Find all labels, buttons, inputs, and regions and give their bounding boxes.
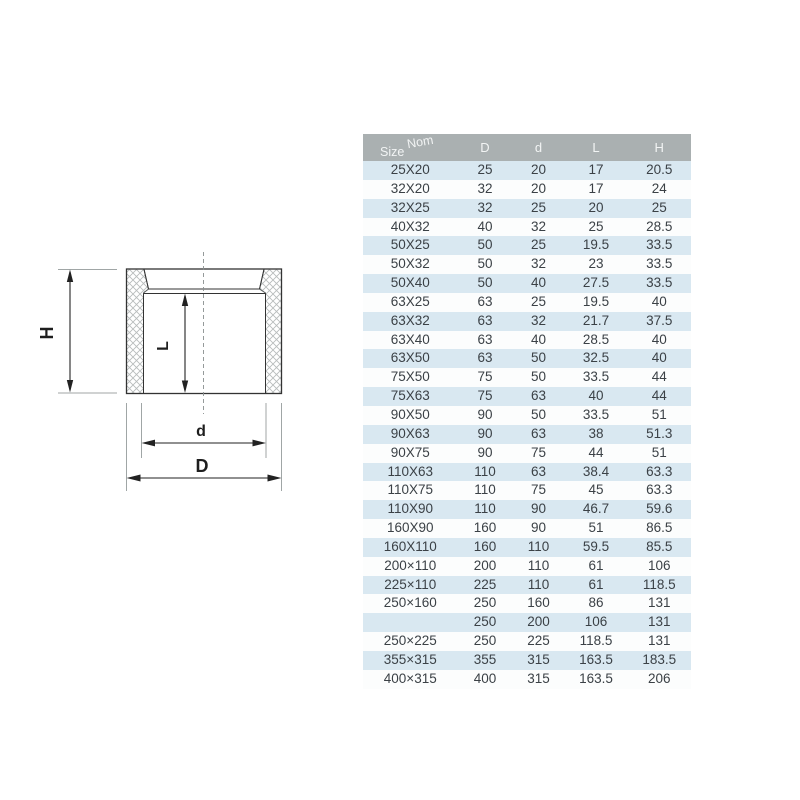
value-cell-d: 90 xyxy=(530,501,547,517)
value-cell-D: 250 xyxy=(473,633,497,649)
size-cell: 50X25 xyxy=(390,237,430,253)
value-cell-L: 46.7 xyxy=(582,501,610,517)
dimension-H xyxy=(37,270,117,394)
value-cell-L: 33.5 xyxy=(582,369,610,385)
table-row xyxy=(363,387,691,406)
value-cell-H: 51 xyxy=(651,444,667,460)
value-cell-L: 38.4 xyxy=(582,463,610,479)
value-cell-D: 40 xyxy=(477,218,493,234)
table-row xyxy=(363,463,691,482)
table-row xyxy=(363,425,691,444)
header-cell-d: d xyxy=(534,140,543,155)
value-cell-D: 63 xyxy=(477,312,493,328)
value-cell-D: 90 xyxy=(477,425,493,441)
size-cell: 25X20 xyxy=(390,162,430,177)
table-row xyxy=(363,199,691,218)
value-cell-H: 33.5 xyxy=(646,256,673,272)
value-cell-H: 28.5 xyxy=(646,218,673,234)
size-cell: 90X50 xyxy=(390,406,430,422)
header-size-label: Size xyxy=(380,145,405,159)
value-cell-D: 25 xyxy=(477,162,493,177)
header-nom-label: Nom xyxy=(405,132,435,152)
size-cell: 200×110 xyxy=(384,557,437,573)
value-cell-d: 63 xyxy=(530,388,547,404)
table-row xyxy=(363,406,691,425)
value-cell-d: 63 xyxy=(530,463,547,479)
size-cell: 90X63 xyxy=(390,425,430,441)
value-cell-L: 17 xyxy=(588,180,604,196)
value-cell-d: 20 xyxy=(530,180,547,196)
value-cell-d: 50 xyxy=(530,406,547,422)
value-cell-D: 225 xyxy=(473,576,497,592)
value-cell-H: 51.3 xyxy=(646,425,673,441)
value-cell-d: 50 xyxy=(530,350,547,366)
label-D: D xyxy=(195,456,209,476)
value-cell-d: 25 xyxy=(530,199,547,215)
value-cell-H: 183.5 xyxy=(642,651,677,667)
size-cell: 355×315 xyxy=(383,651,437,667)
value-cell-d: 25 xyxy=(530,237,547,253)
value-cell-L: 106 xyxy=(584,614,608,630)
size-cell: 63X50 xyxy=(390,350,430,366)
value-cell-L: 19.5 xyxy=(582,237,610,253)
value-cell-D: 63 xyxy=(477,293,493,309)
size-cell: 110X75 xyxy=(387,482,434,498)
value-cell-D: 32 xyxy=(477,180,493,196)
value-cell-d: 63 xyxy=(530,425,547,441)
value-cell-D: 250 xyxy=(473,614,497,630)
value-cell-L: 86 xyxy=(588,595,604,611)
label-H: H xyxy=(36,326,57,340)
value-cell-H: 131 xyxy=(647,614,671,630)
value-cell-H: 118.5 xyxy=(642,576,676,592)
value-cell-H: 44 xyxy=(651,369,667,385)
value-cell-H: 131 xyxy=(647,595,671,611)
value-cell-d: 32 xyxy=(530,256,547,272)
value-cell-d: 90 xyxy=(530,520,547,536)
value-cell-D: 50 xyxy=(477,237,493,253)
label-L: L xyxy=(155,341,173,351)
value-cell-D: 90 xyxy=(477,444,493,460)
value-cell-D: 355 xyxy=(473,651,497,667)
value-cell-L: 61 xyxy=(588,576,604,592)
value-cell-L: 17 xyxy=(588,162,604,177)
value-cell-L: 163.5 xyxy=(579,670,613,686)
table-row xyxy=(363,519,691,538)
value-cell-H: 40 xyxy=(651,331,667,347)
size-cell: 75X50 xyxy=(390,369,430,385)
value-cell-d: 110 xyxy=(527,557,550,573)
value-cell-L: 38 xyxy=(588,425,604,441)
value-cell-H: 131 xyxy=(647,633,671,649)
table-row xyxy=(363,161,691,180)
value-cell-d: 110 xyxy=(527,538,550,554)
dimension-d xyxy=(142,403,267,458)
size-cell: 250×225 xyxy=(383,633,437,649)
size-cell: 50X32 xyxy=(390,256,430,272)
table-row xyxy=(363,613,691,632)
header-cell-size xyxy=(363,134,458,161)
value-cell-L: 28.5 xyxy=(582,331,610,347)
value-cell-L: 23 xyxy=(588,256,604,272)
value-cell-H: 206 xyxy=(647,670,671,686)
value-cell-L: 118.5 xyxy=(579,633,613,649)
label-d: d xyxy=(196,423,206,440)
value-cell-D: 90 xyxy=(477,406,493,422)
size-cell: 160X110 xyxy=(383,538,437,554)
value-cell-L: 27.5 xyxy=(582,275,610,291)
value-cell-H: 40 xyxy=(651,350,667,366)
value-cell-D: 110 xyxy=(474,501,496,517)
value-cell-H: 51 xyxy=(651,406,667,422)
size-cell: 63X32 xyxy=(390,312,430,328)
value-cell-L: 33.5 xyxy=(582,406,610,422)
value-cell-H: 85.5 xyxy=(646,538,673,554)
table-row xyxy=(363,368,691,387)
table-row xyxy=(363,312,691,331)
value-cell-D: 160 xyxy=(473,538,497,554)
value-cell-D: 50 xyxy=(477,256,493,272)
table-row xyxy=(363,255,691,274)
value-cell-D: 160 xyxy=(473,520,497,536)
value-cell-H: 86.5 xyxy=(646,520,673,536)
table-row xyxy=(363,236,691,255)
header-cell-H: H xyxy=(654,140,664,155)
size-cell: 40X32 xyxy=(390,218,430,234)
value-cell-H: 63.3 xyxy=(646,463,673,479)
size-cell: 75X63 xyxy=(390,388,430,404)
value-cell-H: 37.5 xyxy=(646,312,673,328)
left-wall-hatch xyxy=(127,269,149,394)
value-cell-D: 110 xyxy=(474,463,496,479)
size-cell: 32X20 xyxy=(390,180,430,196)
header-cell-D: D xyxy=(480,140,490,155)
value-cell-L: 32.5 xyxy=(582,350,610,366)
value-cell-H: 40 xyxy=(651,293,667,309)
table-row xyxy=(363,670,691,689)
value-cell-D: 110 xyxy=(474,482,496,498)
value-cell-H: 33.5 xyxy=(646,237,673,253)
table-row xyxy=(363,218,691,237)
value-cell-H: 20.5 xyxy=(646,162,673,177)
value-cell-H: 24 xyxy=(651,180,667,196)
value-cell-D: 75 xyxy=(477,388,493,404)
dimension-D xyxy=(127,403,282,491)
value-cell-H: 63.3 xyxy=(646,482,673,498)
table-row xyxy=(363,576,691,595)
size-cell: 400×315 xyxy=(383,670,437,686)
value-cell-D: 200 xyxy=(473,557,497,573)
value-cell-L: 59.5 xyxy=(582,538,610,554)
size-cell: 110X63 xyxy=(387,463,434,479)
value-cell-d: 25 xyxy=(530,293,547,309)
table-row xyxy=(363,349,691,368)
table-row xyxy=(363,500,691,519)
value-cell-L: 25 xyxy=(588,218,604,234)
table-row xyxy=(363,557,691,576)
table-row xyxy=(363,444,691,463)
right-wall-hatch xyxy=(260,269,282,394)
value-cell-d: 40 xyxy=(530,275,547,291)
size-cell: 90X75 xyxy=(390,444,430,460)
size-cell: 160X90 xyxy=(386,520,434,536)
value-cell-H: 59.6 xyxy=(646,501,673,517)
table-row xyxy=(363,594,691,613)
table-row xyxy=(363,180,691,199)
dimension-L xyxy=(155,294,188,394)
table-row xyxy=(363,632,691,651)
table-row xyxy=(363,538,691,557)
value-cell-H: 44 xyxy=(651,388,667,404)
value-cell-L: 40 xyxy=(588,388,604,404)
table-body xyxy=(363,161,691,689)
value-cell-d: 110 xyxy=(527,576,550,592)
size-cell: 225×110 xyxy=(384,576,437,592)
value-cell-D: 50 xyxy=(477,275,493,291)
body-outline xyxy=(127,269,282,394)
value-cell-d: 32 xyxy=(530,218,547,234)
value-cell-d: 315 xyxy=(527,670,550,686)
value-cell-d: 32 xyxy=(530,312,547,328)
value-cell-D: 63 xyxy=(477,331,493,347)
table-row xyxy=(363,274,691,293)
value-cell-D: 400 xyxy=(473,670,497,686)
header-cell-L: L xyxy=(592,140,600,155)
value-cell-d: 160 xyxy=(527,595,550,611)
value-cell-D: 250 xyxy=(473,595,497,611)
size-cell: 63X25 xyxy=(390,293,430,309)
value-cell-D: 63 xyxy=(477,350,493,366)
value-cell-H: 33.5 xyxy=(646,275,673,291)
value-cell-L: 44 xyxy=(588,444,604,460)
table-row xyxy=(363,651,691,670)
table-header xyxy=(363,134,691,161)
size-cell: 63X40 xyxy=(390,331,430,347)
value-cell-d: 40 xyxy=(530,331,547,347)
size-cell: 50X40 xyxy=(390,275,430,291)
value-cell-d: 200 xyxy=(527,614,550,630)
value-cell-d: 75 xyxy=(530,444,547,460)
value-cell-d: 315 xyxy=(527,651,550,667)
value-cell-H: 106 xyxy=(647,557,671,573)
size-cell: 250×160 xyxy=(383,595,437,611)
value-cell-H: 25 xyxy=(651,199,667,215)
value-cell-D: 75 xyxy=(477,369,493,385)
value-cell-L: 20 xyxy=(588,199,604,215)
value-cell-L: 45 xyxy=(588,482,604,498)
value-cell-d: 20 xyxy=(530,162,547,177)
value-cell-d: 75 xyxy=(530,482,547,498)
value-cell-d: 50 xyxy=(530,369,547,385)
value-cell-L: 19.5 xyxy=(582,293,610,309)
table-row xyxy=(363,481,691,500)
value-cell-L: 21.7 xyxy=(582,312,610,328)
size-cell: 32X25 xyxy=(390,199,430,215)
value-cell-D: 32 xyxy=(477,199,493,215)
table-row xyxy=(363,331,691,350)
size-cell: 110X90 xyxy=(387,501,434,517)
value-cell-d: 225 xyxy=(527,633,550,649)
table-row xyxy=(363,293,691,312)
value-cell-L: 163.5 xyxy=(579,651,613,667)
value-cell-L: 61 xyxy=(588,557,604,573)
dimension-table xyxy=(363,134,691,689)
value-cell-L: 51 xyxy=(588,520,604,536)
